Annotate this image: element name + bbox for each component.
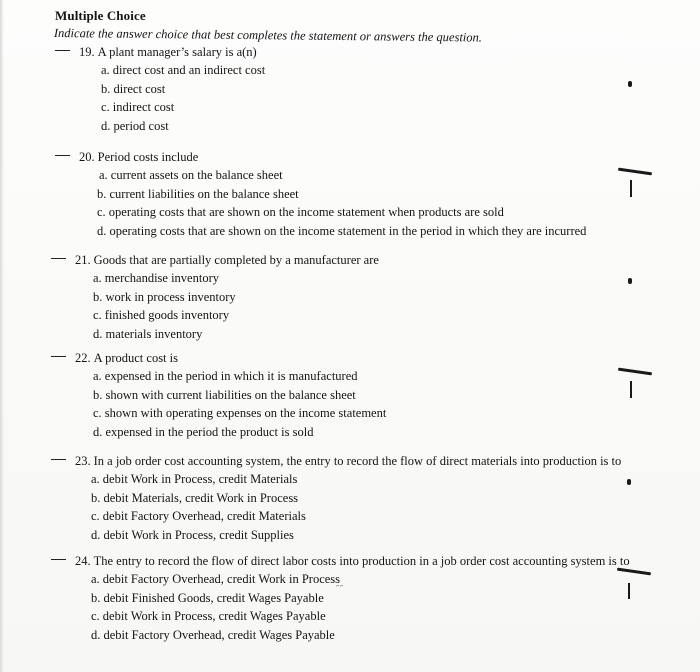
question-text: In a job order cost accounting system, the entry to record the flow of direct materials into production is to (93, 454, 622, 468)
option-c[interactable]: c. operating costs that are shown on the income statement when products are sold (97, 205, 504, 219)
question-23 (75, 452, 621, 544)
option-c[interactable]: c. indirect cost (101, 100, 175, 114)
question-number: 20. (79, 150, 95, 164)
option-b[interactable]: b. work in process inventory (93, 289, 236, 304)
scan-mark-dot (627, 479, 631, 485)
question-21 (75, 251, 379, 343)
question-number: 23. (75, 454, 91, 468)
question-24 (75, 552, 630, 644)
option-a[interactable]: a. expensed in the period in which it is manufactured (93, 369, 358, 383)
answer-blank[interactable] (51, 559, 66, 560)
question-22 (75, 349, 386, 441)
question-text: A plant manager’s salary is a(n) (97, 45, 257, 59)
option-d[interactable]: d. debit Factory Overhead, credit Wages Payable (91, 627, 335, 642)
page-edge-shadow (0, 0, 4, 672)
section-heading: Multiple Choice (55, 8, 146, 23)
option-d[interactable]: d. debit Work in Process, credit Supplies (91, 527, 294, 542)
question-number: 24. (75, 554, 91, 568)
option-d[interactable]: d. expensed in the period the product is sold (93, 424, 314, 439)
answer-blank[interactable] (51, 258, 66, 259)
option-a[interactable]: a. direct cost and an indirect cost (101, 63, 266, 77)
option-a[interactable]: a. current assets on the balance sheet (99, 168, 283, 182)
question-text: A product cost is (93, 351, 178, 365)
option-c[interactable]: c. shown with operating expenses on the income statement (93, 406, 387, 420)
question-stem (79, 148, 586, 166)
option-b[interactable]: b. current liabilities on the balance sheet (97, 186, 299, 201)
option-c[interactable]: c. debit Factory Overhead, credit Materials (91, 509, 306, 523)
option-b[interactable]: b. debit Finished Goods, credit Wages Payable (91, 590, 324, 605)
question-stem (75, 452, 621, 470)
answer-blank[interactable] (55, 50, 70, 51)
scan-mark-stroke (628, 583, 630, 599)
answer-blank[interactable] (55, 155, 70, 156)
option-d[interactable]: d. operating costs that are shown on the income statement in the period in which they are incurred (97, 223, 587, 238)
option-b[interactable]: b. debit Materials, credit Work in Process (91, 490, 299, 505)
option-a[interactable]: a. debit Work in Process, credit Materials (91, 472, 298, 486)
answer-blank[interactable] (51, 459, 66, 460)
option-b[interactable]: b. direct cost (101, 81, 166, 96)
question-text: The entry to record the flow of direct labor costs into production in a job order cost accounting system is to (93, 554, 630, 568)
option-a[interactable]: a. merchandise inventory (93, 271, 219, 285)
section-instruction: Indicate the answer choice that best completes the statement or answers the question. (53, 26, 483, 45)
question-text: Period costs include (97, 150, 199, 164)
question-number: 22. (75, 351, 91, 365)
scan-mark-dash (618, 168, 652, 176)
scan-mark-dot (628, 278, 632, 284)
question-19 (79, 43, 265, 135)
question-number: 21. (75, 253, 91, 267)
option-d[interactable]: d. materials inventory (93, 326, 203, 341)
question-number: 19. (79, 45, 95, 59)
scan-mark-stroke (630, 180, 632, 197)
option-c[interactable]: c. finished goods inventory (93, 308, 230, 322)
scan-mark-dot (628, 81, 632, 87)
question-stem (75, 552, 630, 570)
scan-mark-dash (618, 368, 652, 376)
question-text: Goods that are partially completed by a manufacturer are (93, 253, 379, 267)
question-20 (79, 148, 586, 240)
scan-mark-stroke (630, 381, 632, 398)
option-a[interactable]: a. debit Factory Overhead, credit Work in Process (91, 572, 341, 586)
option-b[interactable]: b. shown with current liabilities on the balance sheet (93, 387, 356, 402)
question-stem (75, 251, 379, 269)
question-stem (75, 349, 386, 367)
answer-blank[interactable] (51, 356, 66, 357)
question-stem (79, 43, 265, 61)
option-d[interactable]: d. period cost (101, 118, 169, 133)
option-c[interactable]: c. debit Work in Process, credit Wages Payable (91, 609, 326, 623)
scan-smudge: ᵔᵔ (336, 584, 344, 594)
